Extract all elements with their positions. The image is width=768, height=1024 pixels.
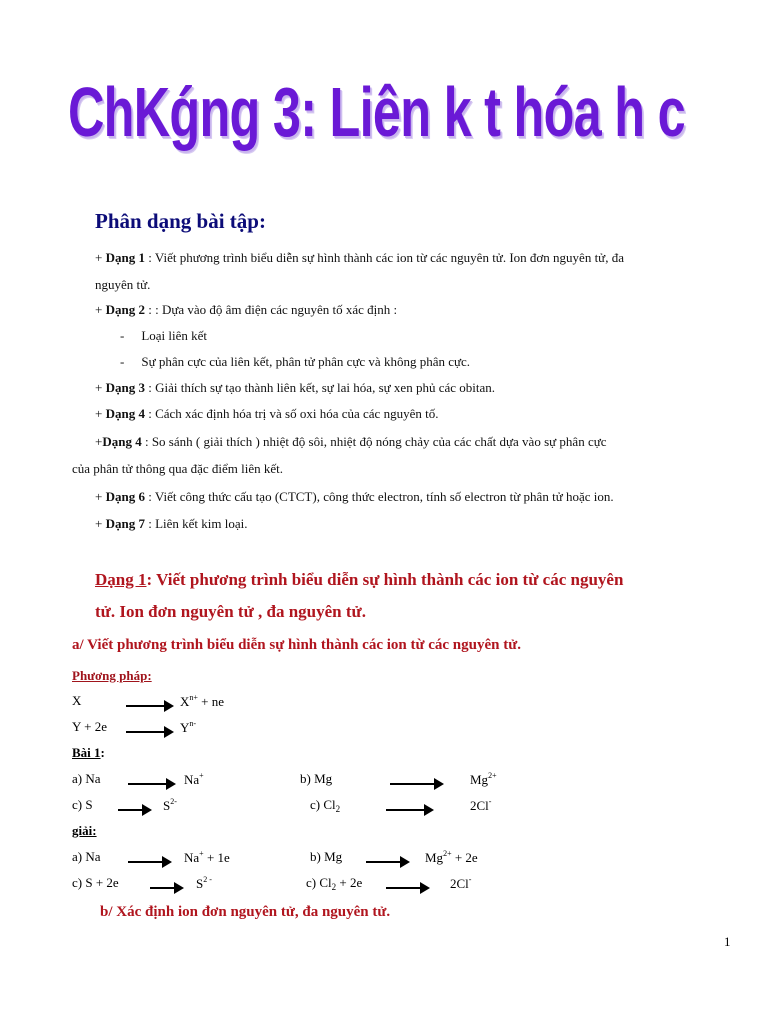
form-label: Dạng 1 [105, 250, 145, 265]
form-item-1-cont: nguyên tử. [95, 277, 151, 292]
bai1-a-prod: Na+ [184, 771, 204, 787]
form-item-5: +Dạng 4 : So sánh ( giải thích ) nhiệt độ sôi, nhiệt độ nóng chảy của các chất dựa vào sự phân cực [95, 434, 607, 449]
form-label: Dạng 3 [105, 380, 145, 395]
form-label: Dạng 4 [105, 406, 145, 421]
dang1-heading: Dạng 1: Viết phương trình biểu diễn sự hình thành các ion từ các nguyên [95, 570, 624, 589]
dang1-heading-cont: tử. Ion đơn nguyên tử , đa nguyên tử. [95, 602, 367, 621]
reaction-arrow [390, 783, 436, 785]
form-item-7: + Dạng 7 : Liên kết kim loại. [95, 516, 248, 531]
solution-label: giải: [72, 823, 97, 838]
form-label: Dạng 2 [105, 302, 145, 317]
reaction-arrow [118, 809, 144, 811]
method-r2-right: $Y^{n-}$ [180, 719, 197, 735]
giai-a-left: a) Na [72, 849, 101, 864]
form-item-5-cont: của phân tử thông qua đặc điểm liên kết. [72, 461, 284, 476]
bai1-label: Bài 1: [72, 745, 105, 760]
bai1-c-left: c) S [72, 797, 93, 812]
page-number: 1 [724, 934, 731, 949]
reaction-arrow [150, 887, 176, 889]
form-item-6: + Dạng 6 : Viết công thức cấu tạo (CTCT), công thức electron, tính số electron từ phân tử hoặc ion. [95, 489, 614, 504]
giai-b-prod: $Mg^{2+} + 2e$ [425, 849, 478, 865]
form-item-3: + Dạng 3 : Giải thích sự tạo thành liên kết, sự lai hóa, sự xen phủ các obitan. [95, 380, 495, 395]
giai-b-left: b) Mg [310, 849, 343, 864]
part-b-heading: b/ Xác định ion đơn nguyên tử, đa nguyên tử. [100, 904, 391, 920]
method-r2-left: Y + 2e [72, 719, 108, 734]
form-label: Dạng 7 [105, 516, 145, 531]
sub-item-1: - Loại liên kết [120, 328, 208, 343]
form-label: Dạng 4 [102, 434, 142, 449]
bai1-a-left: a) Na [72, 771, 101, 786]
reaction-arrow [386, 887, 422, 889]
reaction-arrow [126, 705, 166, 707]
method-label: Phương pháp: [72, 668, 152, 683]
bai1-d-prod: 2Cl- [470, 797, 492, 813]
page-title: ChKǵng 3: Liên k t hóa h c [68, 73, 685, 151]
method-r1-left: X [72, 693, 82, 708]
giai-c-left: c) S + 2e [72, 875, 119, 890]
section-heading: Phân dạng bài tập: [95, 209, 266, 233]
reaction-arrow [128, 783, 168, 785]
reaction-arrow [386, 809, 426, 811]
part-a-heading: a/ Viết phương trình biểu diễn sự hình thành các ion từ các nguyên tử. [72, 637, 521, 653]
reaction-arrow [128, 861, 164, 863]
reaction-arrow [126, 731, 166, 733]
bai1-b-prod: $Mg^{2+}$ [470, 771, 497, 787]
bai1-d-left: c) $Cl_2$ [310, 797, 341, 814]
form-item-4: + Dạng 4 : Cách xác định hóa trị và số oxi hóa của các nguyên tố. [95, 406, 439, 421]
giai-d-prod: 2Cl- [450, 875, 472, 891]
form-item-1: + Dạng 1 : Viết phương trình biểu diễn sự hình thành các ion từ các nguyên tử. Ion đơn nguyên tử, đa [95, 250, 625, 265]
form-item-2: + Dạng 2 : : Dựa vào độ âm điện các nguyên tố xác định : [95, 302, 398, 317]
sub-item-2: - Sự phân cực của liên kết, phân tử phân cực và không phân cực. [120, 354, 471, 369]
reaction-arrow [366, 861, 402, 863]
giai-a-prod: Na+ + 1e [184, 849, 230, 865]
giai-d-left: c) $Cl_2 + 2e$ [306, 875, 363, 892]
method-r1-right: $X^{n+}$ + ne [180, 693, 225, 709]
bai1-b-left: b) Mg [300, 771, 333, 786]
giai-c-prod: $S^{2 -}$ [196, 875, 212, 891]
form-label: Dạng 6 [105, 489, 145, 504]
bai1-c-prod: $S^{2-}$ [163, 797, 177, 813]
